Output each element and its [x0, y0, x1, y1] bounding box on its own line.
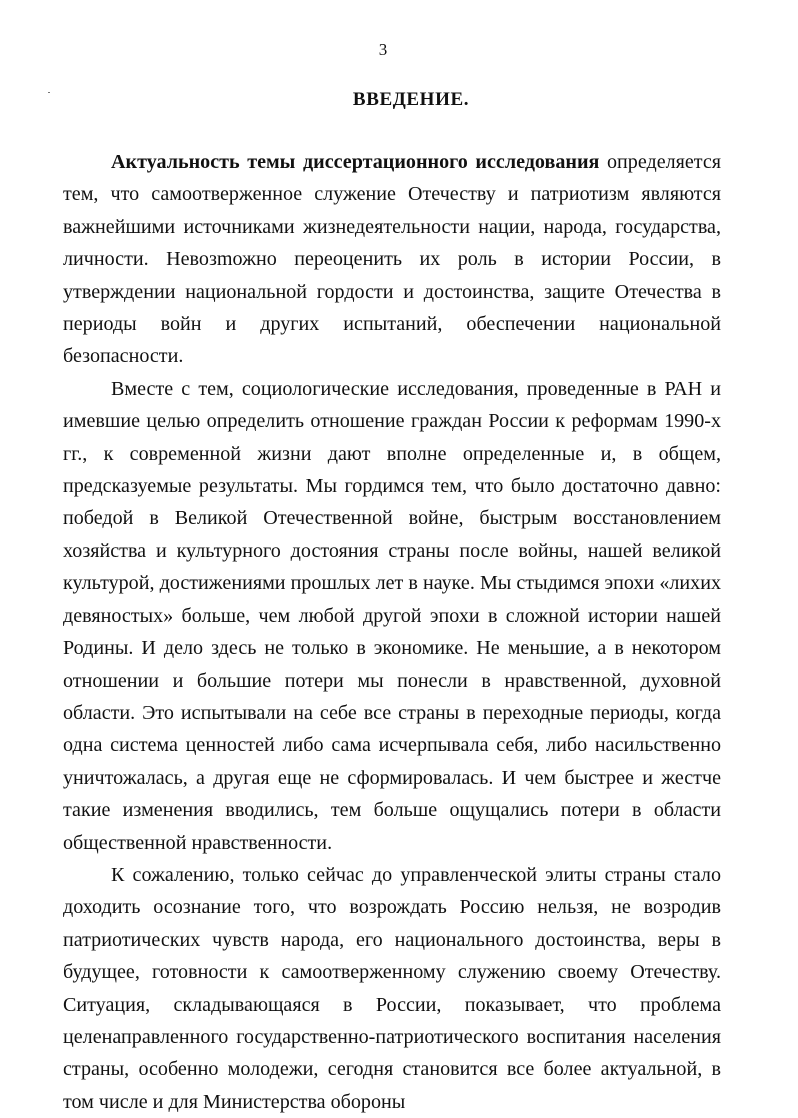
paragraph-text: К сожалению, только сейчас до управленческой элиты страны стало доходить осознание того, что возрождать Россию нельзя, не возродив патриотических чувств народа, его национального достоинства, веры в будущее, готовности к самоотверженному служению своему Отечеству. Ситуация, складывающаяся в России, показывает, что проблема целенаправленного государственно-патриотического воспитания населения страны, особенно молодежи, сегодня становится все более актуальной, в том числе и для Министерства обороны [63, 863, 721, 1113]
paragraph-text: определяется тем, что самоотверженное служение Отечеству и патриотизм являются важнейшими источниками жизнедеятельности нации, народа, государства, личности. Невозmожно переоценить их роль в истории России, в утверждении национальной гордости и достоинства, защите Отечества в периоды войн и других испытаний, обеспечении национальной безопасности. [63, 151, 721, 368]
paragraph-lead: Актуальность темы диссертационного исследования [111, 151, 600, 173]
paragraph-text: Вместе с тем, социологические исследования, проведенные в РАН и имевшие целью определить отношение граждан России к реформам 1990-х гг., к современной жизни дают вполне определенные и, в общем, предсказуемые результаты. Мы гордимся тем, что было достаточно давно: победой в Великой Отечественной войне, быстрым восстановлением хозяйства и культурного достояния страны после войны, нашей великой культурой, достижениями прошлых лет в науке. Мы стыдимся эпохи «лихих девяностых» больше, чем любой другой эпохи в сложной истории нашей Родины. И дело здесь не только в экономике. Не меньшие, а в некотором отношении и большие потери мы понесли в нравственной, духовной области. Это испытывали на себе все страны в переходные периоды, когда одна система ценностей либо сама исчерпывала себя, либо насильственно уничтожалась, а другая еще не сформировалась. И чем быстрее и жестче такие изменения вводились, тем больше ощущались потери в области общественной нравственности. [63, 377, 721, 854]
paragraph-relevance [63, 146, 721, 373]
page-number: 3 [378, 40, 388, 59]
paragraph-elite [63, 859, 721, 1118]
section-heading: ВВЕДЕНИЕ. [352, 89, 470, 110]
paragraph-survey [63, 373, 721, 859]
body-text [63, 146, 721, 1118]
